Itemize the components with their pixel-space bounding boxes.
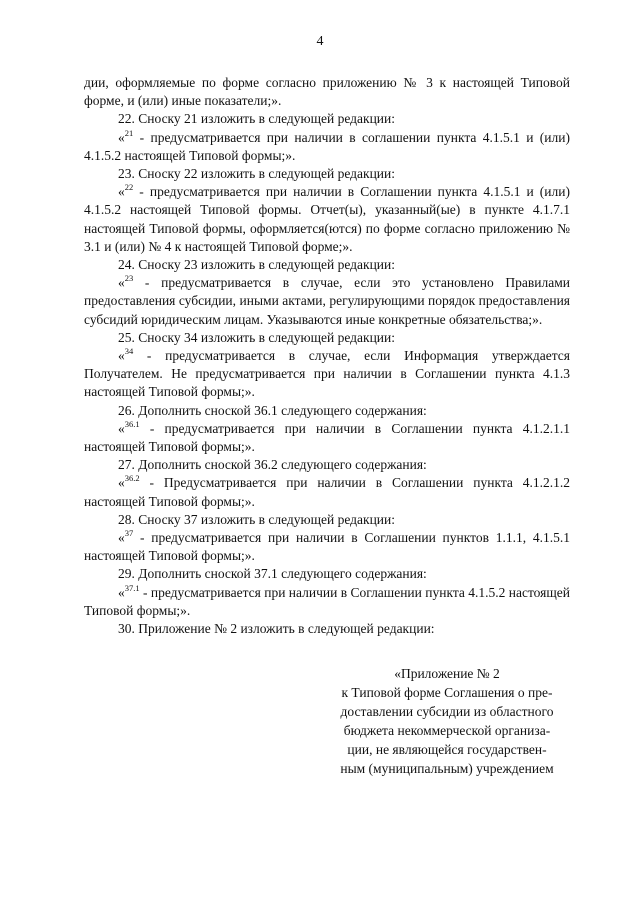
- footnote-open-quote: «: [118, 275, 125, 291]
- amendment-instruction: 26. Дополнить сноской 36.1 следующего содержания:: [118, 402, 427, 418]
- footnote-number: 21: [124, 127, 134, 138]
- body-paragraph: дии, оформляемые по форме согласно приложению № 3 к настоящей Типовой форме, и (или) иные показатели;».: [84, 75, 570, 109]
- footnote-text: - предусматривается при наличии в Соглашении пункта 4.1.2.1.1 настоящей Типовой формы;».: [84, 420, 570, 455]
- footnote-number: 23: [124, 273, 134, 284]
- footnote-text: - предусматривается при наличии в Соглашении пунктов 1.1.1, 4.1.5.1 настоящей Типовой формы;».: [84, 530, 570, 564]
- appendix-title: «Приложение № 2: [394, 666, 500, 681]
- footnote-paragraph: [84, 529, 570, 565]
- appendix-line: бюджета некоммерческой организа-: [343, 723, 551, 738]
- amendment-instruction: 30. Приложение № 2 изложить в следующей редакции:: [118, 621, 435, 637]
- footnote-paragraph: [84, 474, 570, 510]
- amendment-instruction: 28. Сноску 37 изложить в следующей редакции:: [118, 511, 396, 527]
- footnote-paragraph: [84, 129, 570, 165]
- footnote-open-quote: «: [118, 348, 125, 364]
- footnote-number: 36.1: [124, 418, 140, 429]
- amendment-instruction: 24. Сноску 23 изложить в следующей редакции:: [118, 257, 396, 273]
- footnote-text: - Предусматривается при наличии в Соглашении пункта 4.1.2.1.2 настоящей Типовой формы;».: [84, 475, 570, 509]
- appendix-line: ным (муниципальным) учреждением: [340, 761, 554, 776]
- footnote-open-quote: «: [118, 530, 125, 546]
- footnote-number: 37: [124, 528, 134, 539]
- footnote-text: - предусматривается при наличии в Соглашении пункта 4.1.5.2 настоящей Типовой формы;».: [84, 584, 570, 618]
- footnote-number: 34: [124, 346, 134, 357]
- footnote-paragraph: [84, 183, 570, 256]
- amendment-instruction: 23. Сноску 22 изложить в следующей редакции:: [118, 166, 396, 182]
- amendment-instruction: 27. Дополнить сноской 36.2 следующего содержания:: [118, 457, 427, 473]
- footnote-text: - предусматривается в случае, если Информация утверждается Получателем. Не предусматривается при наличии в Соглашении пункта 4.1.3 настоящей Типовой формы;».: [84, 348, 570, 400]
- document-body: [84, 74, 570, 638]
- footnote-number: 22: [124, 182, 134, 193]
- appendix-line: доставлении субсидии из областного: [340, 704, 554, 719]
- footnote-paragraph: [84, 347, 570, 402]
- amendment-instruction: 25. Сноску 34 изложить в следующей редакции:: [118, 329, 396, 345]
- footnote-number: 37.1: [124, 582, 140, 593]
- amendment-instruction: 29. Дополнить сноской 37.1 следующего содержания:: [118, 566, 427, 582]
- footnote-open-quote: «: [118, 420, 125, 436]
- footnote-paragraph: [84, 420, 570, 456]
- footnote-open-quote: «: [118, 584, 125, 600]
- appendix-line: ции, не являющейся государствен-: [347, 742, 547, 757]
- footnote-text: - предусматривается при наличии в соглашении пункта 4.1.5.1 и (или) 4.1.5.2 настоящей Типовой формы;».: [84, 129, 570, 163]
- footnote-text: - предусматривается в случае, если это установлено Правилами предоставления субсидии, иными актами, регулирующими порядок предоставления субсидий юридическим лицам. Указываются иные конкретные обязательства;».: [84, 275, 570, 327]
- page-number: 4: [316, 34, 324, 49]
- footnote-text: - предусматривается при наличии в Соглашении пункта 4.1.5.1 и (или) 4.1.5.2 настоящей Типовой формы. Отчет(ы), указанный(ые) в пункте 4.1.7.1 настоящей Типовой формы, оформляется(ются) по форме согласно приложению № 3.1 и (или) № 4 к настоящей Типовой форме;».: [84, 184, 570, 254]
- appendix-heading: [322, 664, 572, 778]
- footnote-open-quote: «: [118, 129, 125, 145]
- appendix-line: к Типовой форме Соглашения о пре-: [341, 685, 553, 700]
- footnote-open-quote: «: [118, 475, 125, 491]
- footnote-number: 36.2: [124, 473, 140, 484]
- footnote-paragraph: [84, 584, 570, 620]
- amendment-instruction: 22. Сноску 21 изложить в следующей редакции:: [118, 111, 396, 127]
- footnote-paragraph: [84, 274, 570, 329]
- footnote-open-quote: «: [118, 184, 125, 200]
